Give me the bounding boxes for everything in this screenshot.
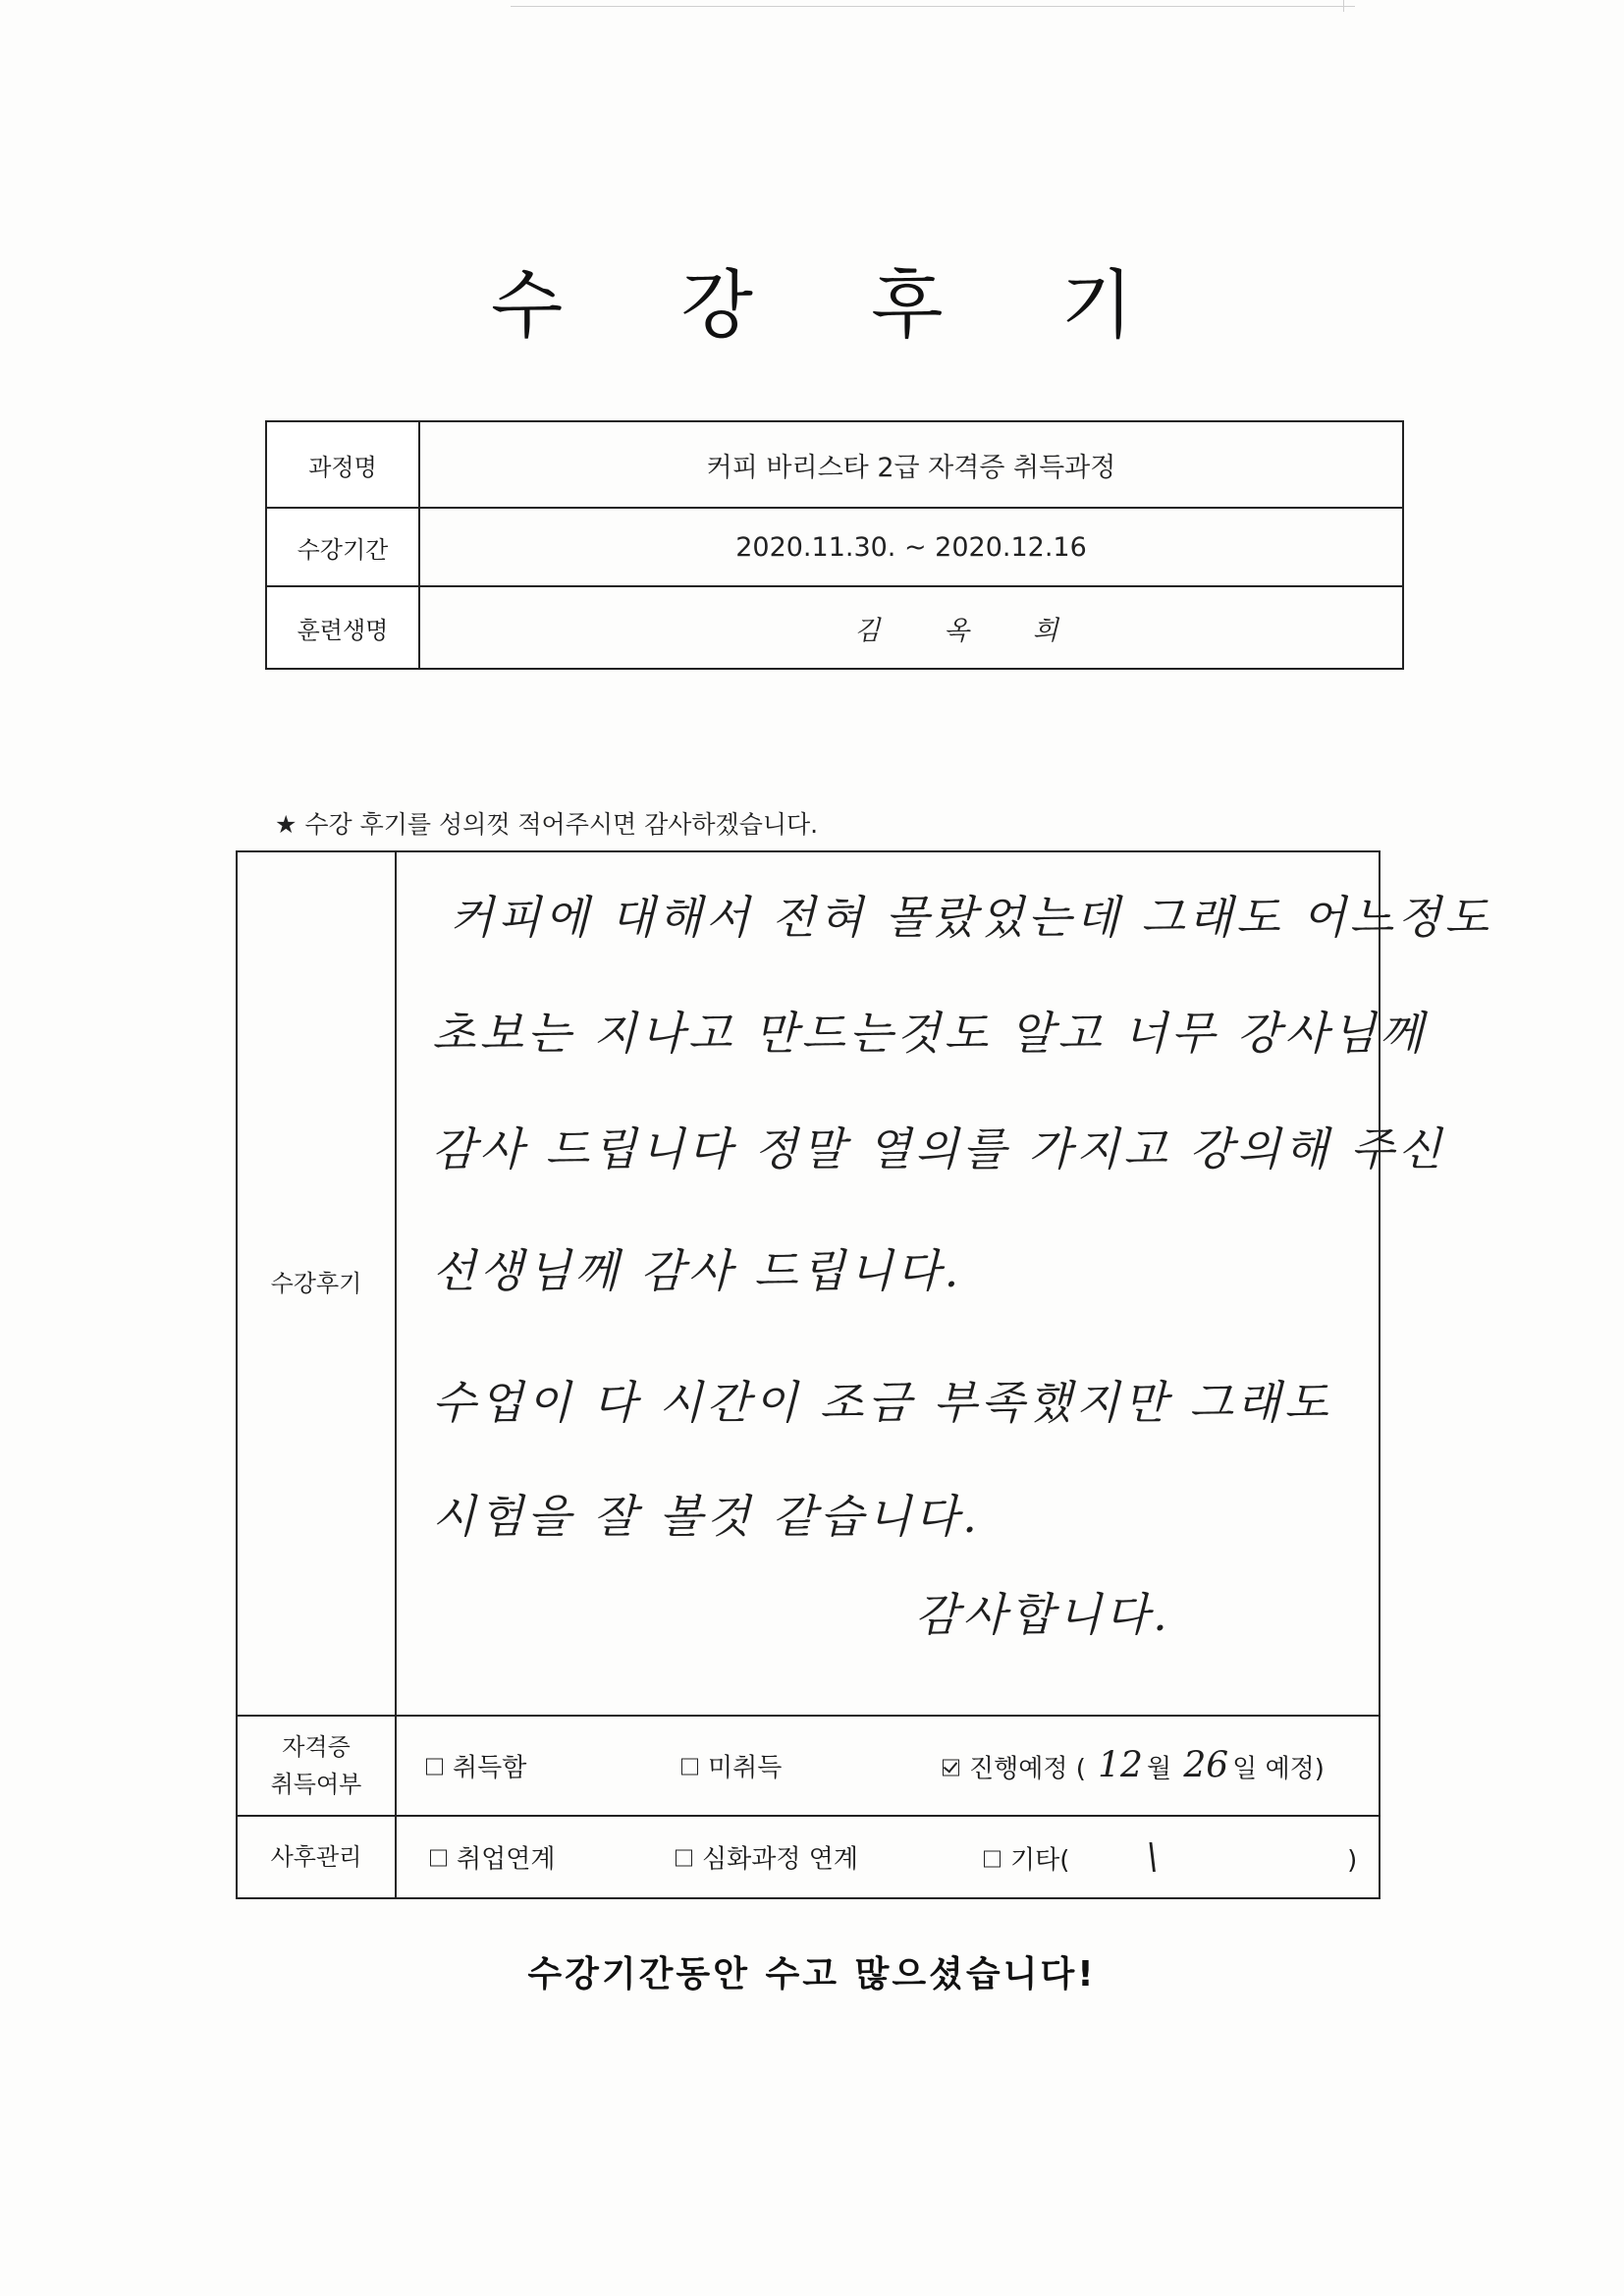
aftercare-row <box>237 1816 1380 1898</box>
option-not-acquired-label: 미취득 <box>708 1753 783 1783</box>
period-value: 2020.11.30. ~ 2020.12.16 <box>419 508 1403 586</box>
certification-options <box>396 1716 1380 1816</box>
review-content-cell <box>396 851 1492 1716</box>
option-other-label: 기타( <box>1010 1845 1070 1876</box>
instruction-note: ★ 수강 후기를 성의껏 적어주시면 감사하겠습니다. <box>275 810 819 839</box>
review-line-2: 초보는 지나고 만드는것도 알고 너무 강사님께 <box>432 1007 1428 1060</box>
closing-message: 수강기간동안 수고 많으셨습니다! <box>527 1954 1097 1995</box>
aftercare-label: 사후관리 <box>237 1816 396 1898</box>
schedule-suffix: 예정) <box>1265 1754 1325 1784</box>
course-info-table <box>265 420 1404 670</box>
certification-label-line1: 자격증 <box>282 1733 351 1761</box>
option-advanced-course-label: 심화과정 연계 <box>702 1844 858 1875</box>
aftercare-options <box>396 1816 1380 1898</box>
trainee-name-handwritten: 김 옥 희 <box>419 586 1403 669</box>
checkbox-in-progress-checked[interactable] <box>943 1760 959 1777</box>
scan-edge-tick <box>1343 0 1344 12</box>
period-row <box>266 508 1403 586</box>
period-label: 수강기간 <box>266 508 419 586</box>
trainee-row <box>266 586 1403 669</box>
other-close-paren: ) <box>1347 1845 1358 1876</box>
schedule-day-unit: 일 <box>1232 1754 1258 1784</box>
course-value: 커피 바리스타 2급 자격증 취득과정 <box>419 421 1403 508</box>
review-line-6: 시험을 잘 볼것 같습니다. <box>432 1490 981 1543</box>
option-acquired-label: 취득함 <box>453 1753 527 1783</box>
checkbox-not-acquired[interactable] <box>681 1759 698 1776</box>
schedule-month-handwritten: 12 <box>1098 1745 1143 1786</box>
review-line-4: 선생님께 감사 드립니다. <box>432 1244 963 1297</box>
option-other[interactable] <box>984 1837 1357 1878</box>
checkbox-job-link[interactable] <box>430 1850 447 1867</box>
option-in-progress[interactable] <box>943 1746 1325 1786</box>
option-not-acquired[interactable] <box>681 1748 782 1784</box>
review-line-5: 수업이 다 시간이 조금 부족했지만 그래도 <box>432 1376 1332 1429</box>
certification-row <box>237 1716 1380 1816</box>
option-advanced-course[interactable] <box>676 1839 858 1876</box>
other-value-handwritten: \ <box>1146 1836 1159 1878</box>
certification-label <box>237 1716 396 1816</box>
option-job-link[interactable] <box>430 1839 555 1876</box>
review-label: 수강후기 <box>237 851 396 1716</box>
option-job-link-label: 취업연계 <box>457 1844 556 1875</box>
schedule-day-handwritten: 26 <box>1183 1745 1229 1786</box>
review-line-7: 감사합니다. <box>915 1588 1171 1641</box>
option-acquired[interactable] <box>426 1748 526 1784</box>
scan-edge-line <box>511 6 1355 7</box>
schedule-open-paren: ( <box>1075 1754 1086 1784</box>
review-handwriting <box>397 852 1492 1715</box>
review-row <box>237 851 1380 1716</box>
checkbox-advanced-course[interactable] <box>676 1850 692 1867</box>
review-table <box>236 850 1492 1899</box>
review-line-3: 감사 드립니다 정말 열의를 가지고 강의해 주신 <box>432 1122 1446 1175</box>
course-row <box>266 421 1403 508</box>
checkbox-acquired[interactable] <box>426 1759 443 1776</box>
certification-label-line2: 취득여부 <box>270 1771 362 1798</box>
option-in-progress-label: 진행예정 <box>969 1754 1068 1784</box>
review-line-1: 커피에 대해서 전혀 몰랐었는데 그래도 어느정도 <box>450 891 1492 944</box>
trainee-label: 훈련생명 <box>266 586 419 669</box>
document-title: 수 강 후 기 <box>490 261 1181 349</box>
schedule-month-unit: 월 <box>1146 1754 1172 1784</box>
checkbox-other[interactable] <box>984 1851 1001 1868</box>
course-label: 과정명 <box>266 421 419 508</box>
